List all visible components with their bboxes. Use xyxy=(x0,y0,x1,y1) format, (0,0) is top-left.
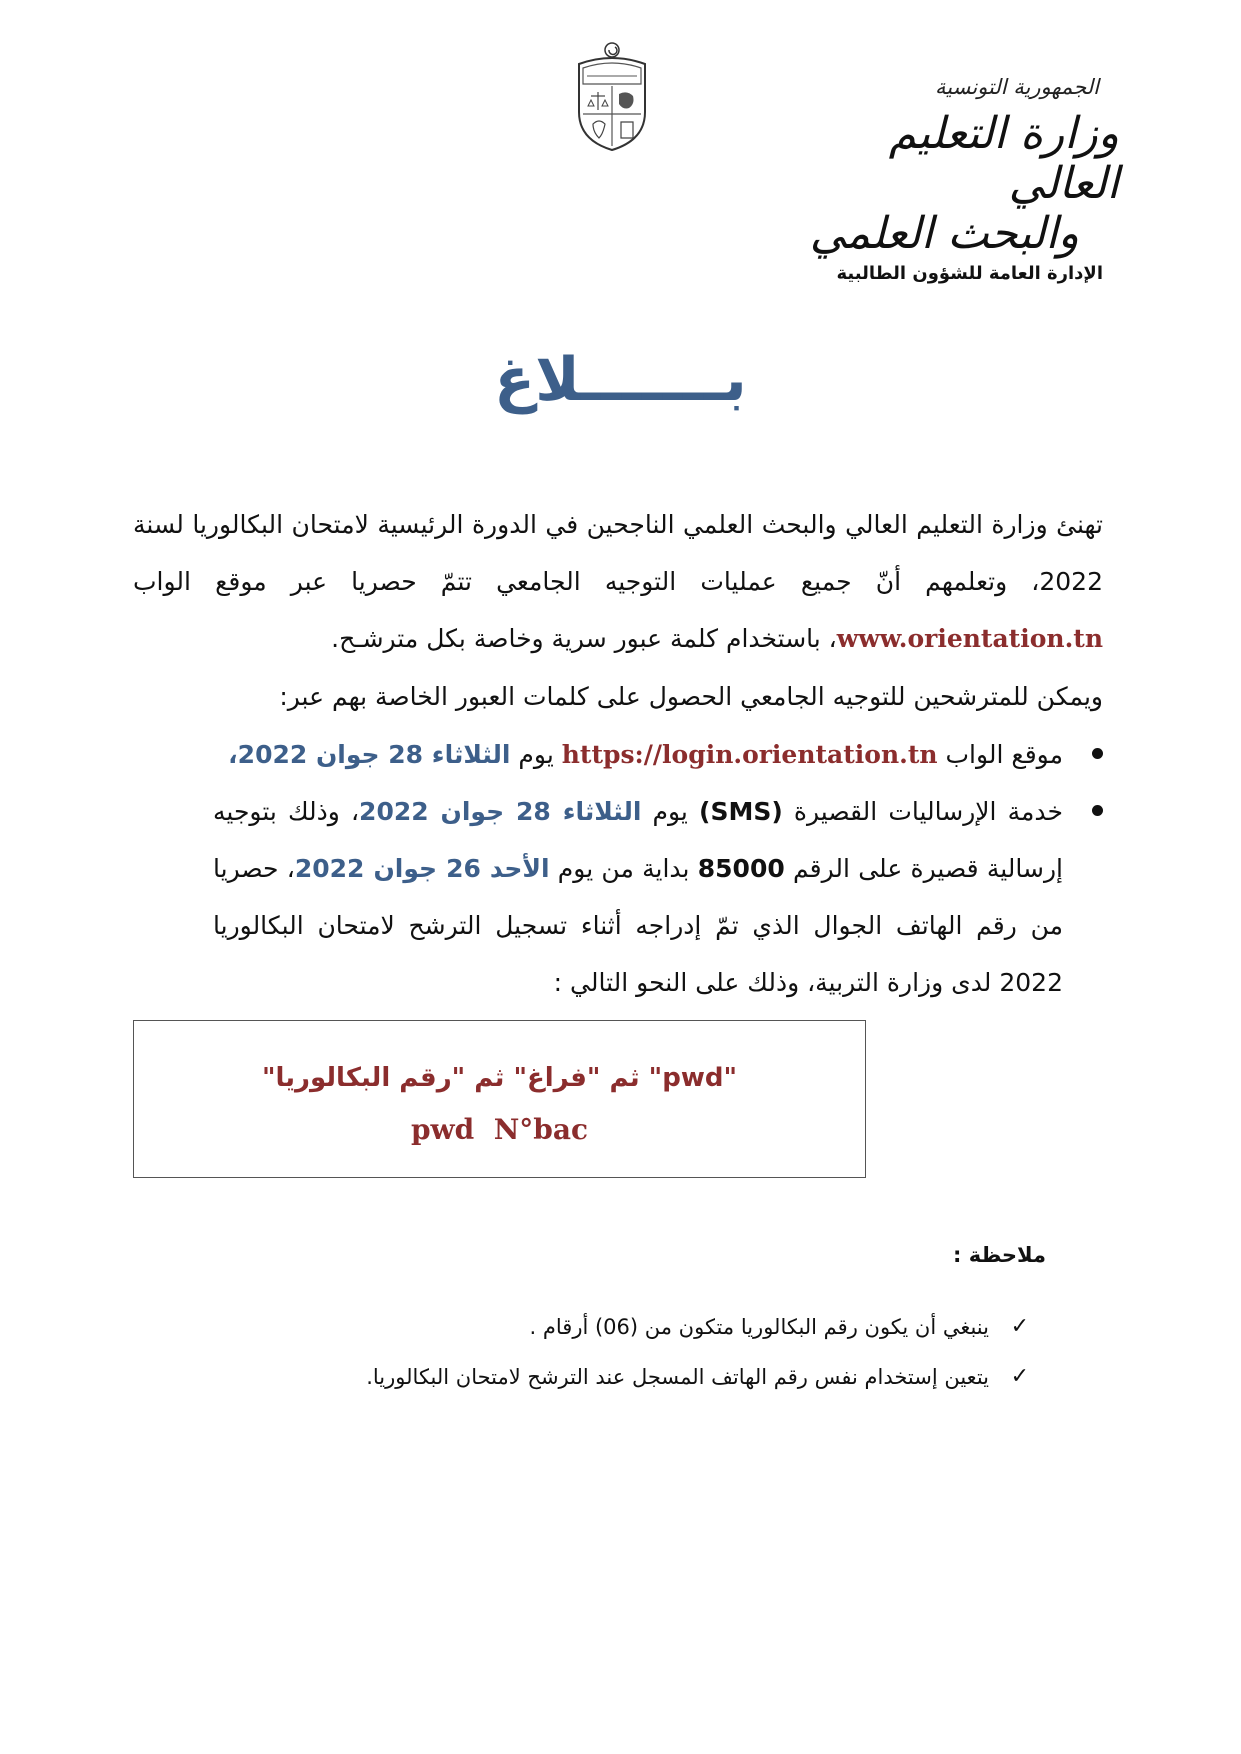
intro-paragraph xyxy=(133,496,1103,667)
list-item xyxy=(229,1352,1029,1402)
sms-format-box xyxy=(133,1020,866,1178)
list-item xyxy=(213,726,1103,783)
bullet1-text-c: ، xyxy=(228,740,238,769)
list-item xyxy=(213,783,1103,1011)
access-intro: ويمكن للمترشحين للتوجيه الجامعي الحصول على كلمات العبور الخاصة بهم عبر: xyxy=(279,682,1103,711)
tunisia-coat-of-arms-icon xyxy=(573,42,651,154)
ministry-name-line2: والبحث العلمي xyxy=(809,208,1079,259)
page-title: بـــــــلاغ xyxy=(494,345,747,415)
note-text: ينبغي أن يكون رقم البكالوريا متكون من (06) أرقام . xyxy=(529,1315,989,1339)
sms-number: 85000 xyxy=(697,854,785,883)
note-heading: ملاحظة : xyxy=(953,1243,1046,1267)
bullet1-text-a: موقع الواب xyxy=(937,740,1063,769)
login-url[interactable]: https://login.orientation.tn xyxy=(561,740,938,769)
checkmark-icon: ✓ xyxy=(1010,1314,1029,1339)
bullet2-text-c: ، وذلك بتوجيه إرسالية قصيرة على الرقم xyxy=(213,797,1063,883)
bullet-icon xyxy=(1092,748,1103,759)
note-text: يتعين إستخدام نفس رقم الهاتف المسجل عند الترشح لامتحان البكالوريا. xyxy=(366,1365,989,1389)
sms-label: (SMS) xyxy=(699,797,783,826)
checkmark-icon: ✓ xyxy=(1010,1364,1029,1389)
sms-format-arabic: "pwd" ثم "فراغ" ثم "رقم البكالوريا" xyxy=(261,1063,738,1093)
orientation-url[interactable]: www.orientation.tn xyxy=(836,624,1103,653)
sms-format-code: pwd N°bac xyxy=(410,1113,589,1146)
ministry-header xyxy=(799,75,1119,259)
notes-list xyxy=(229,1302,1029,1402)
bullet2-text-b: يوم xyxy=(641,797,700,826)
directorate-name: الإدارة العامة للشؤون الطالبية xyxy=(836,263,1103,284)
access-methods-list xyxy=(213,726,1103,1011)
bullet2-date1: الثلاثاء 28 جوان 2022 xyxy=(359,797,642,826)
list-item xyxy=(229,1302,1029,1352)
ministry-name-line1: وزارة التعليم العالي xyxy=(888,108,1119,209)
bullet2-text-a: خدمة الإرساليات القصيرة xyxy=(782,797,1063,826)
bullet2-date2: الأحد 26 جوان 2022 xyxy=(294,854,550,883)
bullet1-date: الثلاثاء 28 جوان 2022 xyxy=(237,740,511,769)
intro-text-b: ، باستخدام كلمة عبور سرية وخاصة بكل مترشـح. xyxy=(331,624,837,653)
intro-text-a: تهنئ وزارة التعليم العالي والبحث العلمي الناجحين في الدورة الرئيسية لامتحان البكالوريا لسنة 2022، وتعلمهم أنّ جميع عمليات التوجيه الجامعي تتمّ حصريا عبر موقع الواب xyxy=(133,510,1103,596)
bullet2-text-d: بداية من يوم xyxy=(549,854,698,883)
bullet-icon xyxy=(1092,805,1103,816)
republic-name: الجمهورية التونسية xyxy=(935,75,1099,99)
bullet1-text-b: يوم xyxy=(510,740,562,769)
bullet2-text-e: ، حصريا من رقم الهاتف الجوال الذي تمّ إدراجه أثناء تسجيل الترشح لامتحان البكالوريا 2022 لدى وزارة التربية، وذلك على النحو التالي : xyxy=(213,854,1063,997)
